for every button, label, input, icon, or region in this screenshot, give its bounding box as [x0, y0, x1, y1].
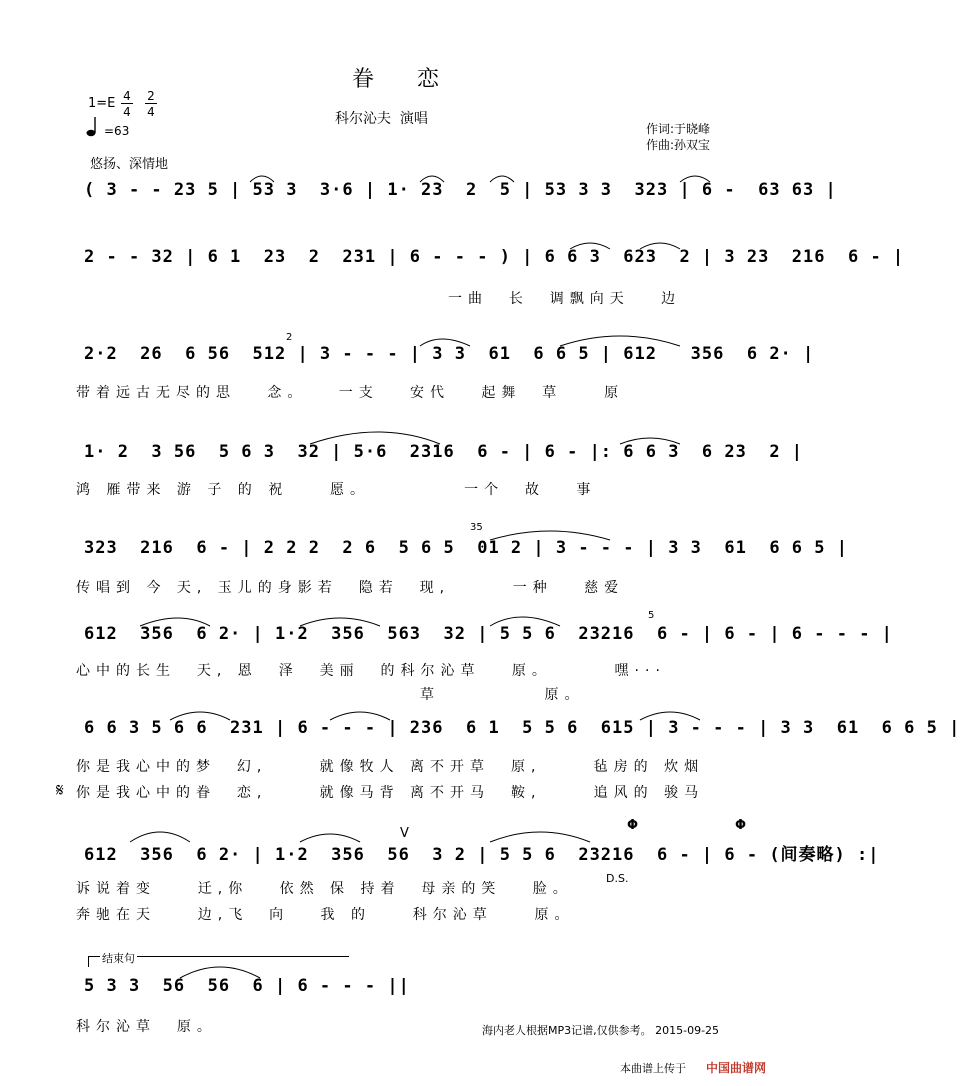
lyrics-row-6-alt: 草 原。: [420, 687, 585, 703]
transcription-note: 海内老人根据MP3记谱,仅供参考。 2015-09-25: [482, 1024, 720, 1037]
lyrics-row-8: 诉说着变 迁,你 依然 保 持着 母亲的笑 脸。: [76, 881, 573, 897]
meter-b-top: 2: [147, 89, 155, 103]
coda-sign-1: Φ: [627, 818, 639, 833]
lyricist-credit: 作词:于晓峰: [646, 122, 711, 136]
ds-marking: D.S.: [606, 872, 629, 885]
notation-row-6: 612 356 6 2· | 1·2 356 563 32 | 5 5 6 23216 6 - | 6 - | 6 - - - |: [84, 624, 893, 644]
upload-credit: 本曲谱上传于: [620, 1062, 686, 1075]
volta-5-label: 5: [648, 610, 655, 621]
lyrics-row-7: 你是我心中的梦 幻, 就像牧人 离不开草 原, 毡房的 炊烟: [76, 759, 705, 775]
site-logo: 中国曲谱网: [706, 1061, 767, 1075]
song-title: 眷 恋: [352, 67, 457, 92]
notation-row-2: 2 - - 32 | 6 1 23 2 231 | 6 - - - ) | 6 6 3 623 2 | 3 23 216 6 - |: [84, 247, 905, 267]
notation-row-7: 6 6 3 5 6 6 231 | 6 - - - | 236 6 1 5 5 6 615 | 3 - - - | 3 3 61 6 6 5 |: [84, 718, 960, 738]
notation-row-4: 1· 2 3 56 5 6 3 32 | 5·6 2316 6 - | 6 - |: 6 6 3 6 23 2 |: [84, 442, 804, 462]
lyrics-row-9: 科尔沁草 原。: [76, 1019, 217, 1035]
ending-label: 结束句: [102, 952, 135, 965]
performer-credit: 科尔沁夫 演唱: [335, 111, 428, 127]
notation-row-5: 323 216 6 - | 2 2 2 2 6 5 6 5 01 2 | 3 - - - | 3 3 61 6 6 5 |: [84, 538, 848, 558]
breath-mark: V: [400, 826, 409, 841]
notation-row-9: 5 3 3 56 56 6 | 6 - - - ||: [84, 976, 410, 996]
composer-credit: 作曲:孙双宝: [646, 138, 711, 152]
lyrics-row-6: 心中的长生 天, 恩 泽 美丽 的科尔沁草 原。 嘿···: [76, 663, 666, 679]
key-signature: 1=E: [88, 96, 116, 111]
volta-35-label: 35: [470, 522, 483, 533]
lyrics-row-2: 一曲 长 调飘向天 边: [448, 291, 682, 307]
lyrics-row-7-alt: 你是我心中的眷 恋, 就像马背 离不开马 鞍, 追风的 骏马: [76, 785, 705, 801]
segno-sign: 𝄋: [56, 780, 64, 801]
tempo-marking: =63: [104, 124, 130, 138]
notation-row-1: ( 3 - - 23 5 | 53 3 3·6 | 1· 23 2 5 | 53 3 3 323 | 6 - 63 63 |: [84, 180, 837, 200]
meter-a-bottom: 4: [123, 105, 131, 119]
expression-marking: 悠扬、深情地: [90, 157, 169, 172]
meter-a-top: 4: [123, 89, 131, 103]
lyrics-row-3: 带着远古无尽的思 念。 一支 安代 起舞 草 原: [76, 385, 625, 401]
lyrics-row-8-alt: 奔驰在天 边,飞 向 我 的 科尔沁草 原。: [76, 907, 575, 923]
volta-2-label: 2: [286, 332, 293, 343]
notation-row-3: 2·2 26 6 56 512 | 3 - - - | 3 3 61 6 6 5 | 612 356 6 2· |: [84, 344, 815, 364]
meter-b-bottom: 4: [147, 105, 155, 119]
lyrics-row-4: 鸿 雁带来 游 子 的 祝 愿。 一个 故 事: [76, 482, 597, 498]
coda-sign-2: Φ: [735, 818, 747, 833]
lyrics-row-5: 传唱到 今 天, 玉儿的身影若 隐若 现, 一种 慈爱: [76, 580, 625, 596]
notation-row-8: 612 356 6 2· | 1·2 356 56 3 2 | 5 5 6 23216 6 - | 6 - (间奏略) :|: [84, 845, 880, 865]
